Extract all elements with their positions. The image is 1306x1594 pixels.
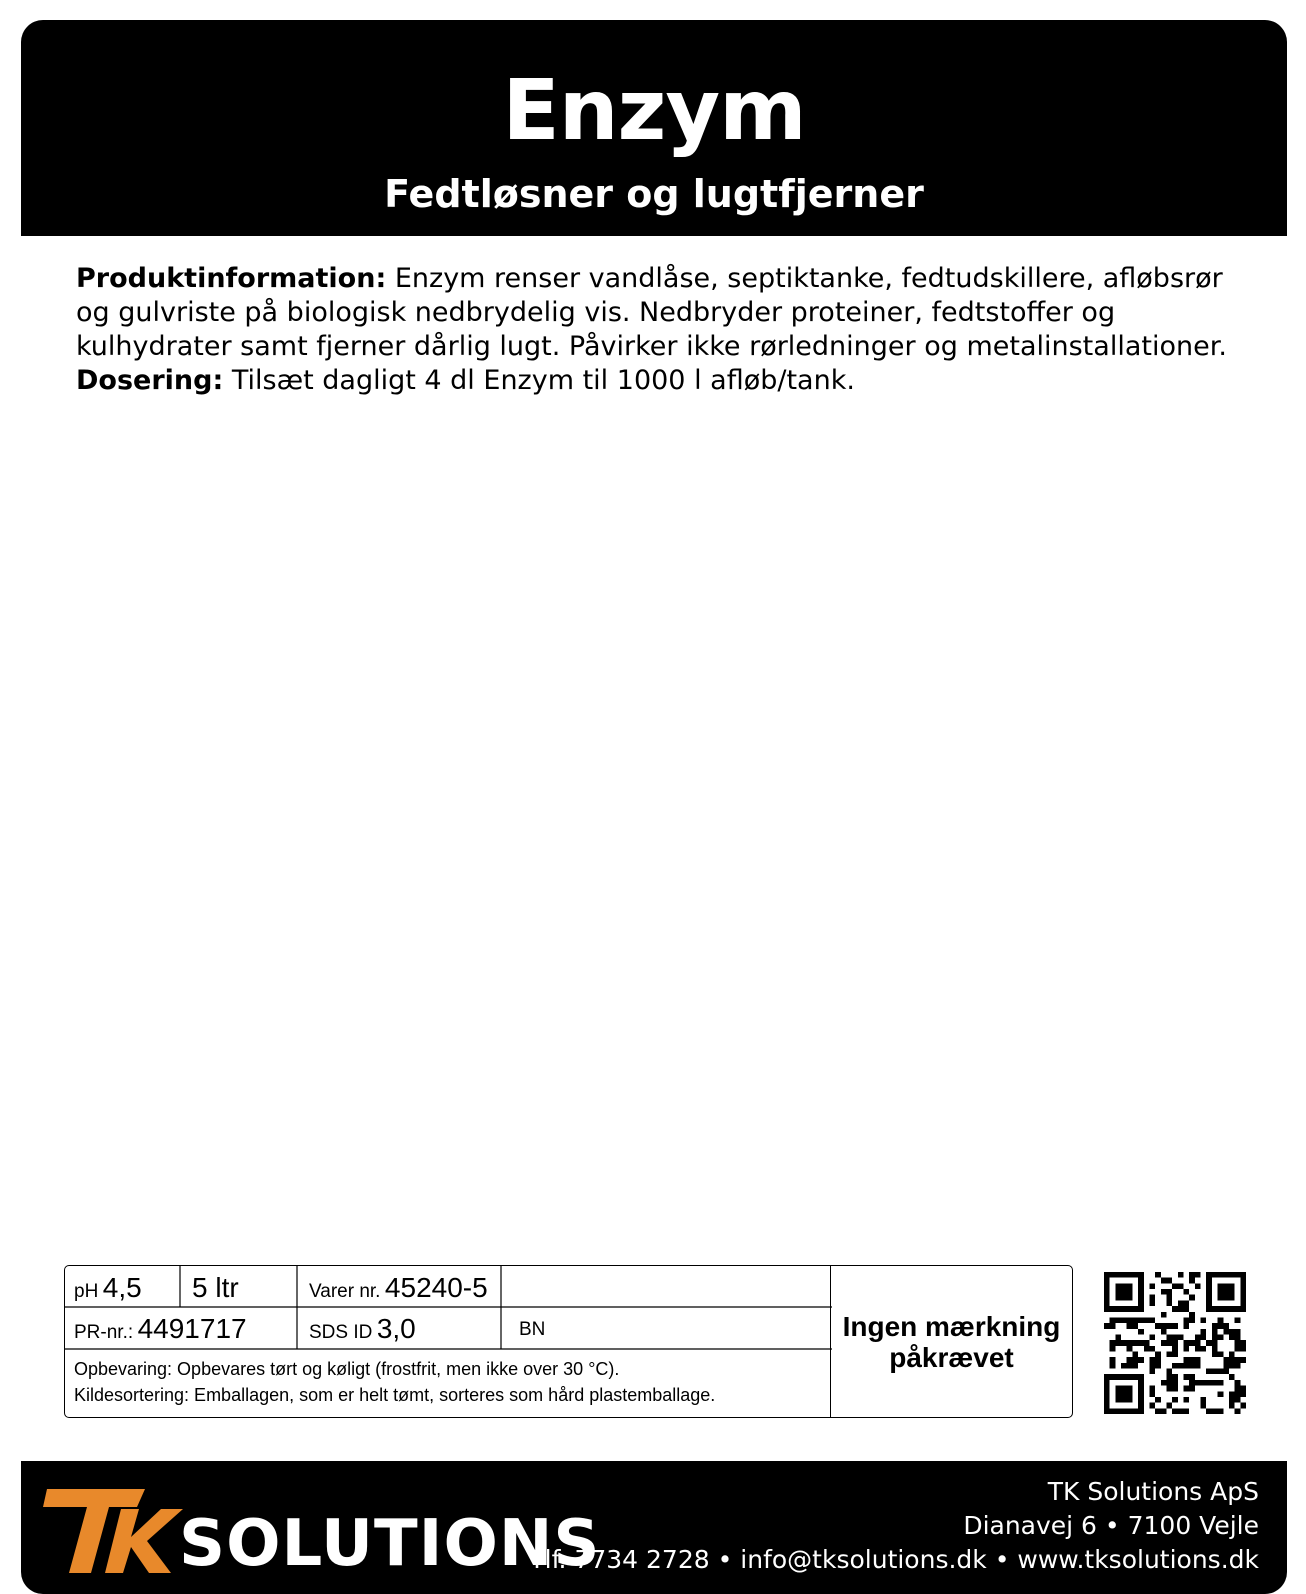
footer [21, 1461, 1287, 1594]
bn-label: BN [519, 1319, 546, 1340]
dosing-text: Tilsæt dagligt 4 dl Enzym til 1000 l afløb/tank. [231, 365, 855, 396]
ph-value: 4,5 [102, 1272, 142, 1303]
contact-info [529, 1475, 1259, 1577]
qr-code-icon [1104, 1272, 1246, 1414]
marking-line1: Ingen mærkning [842, 1310, 1061, 1342]
dosing [76, 364, 1256, 398]
storage-cell [74, 1356, 715, 1408]
volume-cell [192, 1272, 239, 1304]
marking-box [830, 1266, 1072, 1417]
sds-label: SDS ID [309, 1322, 373, 1343]
product-title: Enzym [502, 61, 806, 159]
company-contact: Tlf. 7734 2728 • info@tksolutions.dk • www.tksolutions.dk [529, 1545, 1259, 1574]
pr-number-cell [74, 1313, 247, 1345]
sds-value: 3,0 [376, 1313, 416, 1344]
bn-cell [519, 1319, 545, 1341]
tk-logo-icon [43, 1489, 183, 1575]
marking-line2: påkrævet [889, 1341, 1014, 1373]
product-info-text: Enzym renser vandlåse, septiktanke, fedtudskillere, afløbsrør og gulvriste på biologisk nedbrydelig vis. Nedbryder proteiner, fedtstoffer og kulhydrater samt fjerner dårlig lugt. Påvirker ikke rørledninger og metalinstallationer. [76, 263, 1227, 362]
pr-number-value: 4491717 [137, 1313, 247, 1344]
tk-solutions-logo [43, 1489, 601, 1581]
sds-cell [309, 1313, 416, 1345]
logo-wordmark: SOLUTIONS [179, 1507, 601, 1581]
product-info-label: Produktinformation: [76, 263, 387, 294]
spec-table [64, 1265, 1073, 1418]
ph-cell [74, 1272, 142, 1304]
label-header [21, 20, 1287, 236]
ph-label: pH [74, 1281, 99, 1302]
company-address: Dianavej 6 • 7100 Vejle [963, 1511, 1259, 1540]
sorting-text: Kildesortering: Emballagen, som er helt tømt, sorteres som hård plastemballage. [74, 1385, 716, 1405]
product-info [76, 262, 1256, 364]
product-subtitle: Fedtløsner og lugtfjerner [384, 172, 924, 216]
item-number-cell [309, 1272, 488, 1304]
dosing-label: Dosering: [76, 365, 224, 396]
item-number-value: 45240-5 [384, 1272, 488, 1303]
storage-text: Opbevaring: Opbevares tørt og køligt (frostfrit, men ikke over 30 °C). [74, 1359, 620, 1379]
company-name: TK Solutions ApS [1047, 1477, 1259, 1506]
volume-value: 5 ltr [192, 1272, 239, 1303]
pr-number-label: PR-nr.: [74, 1322, 134, 1343]
product-description [76, 262, 1256, 398]
item-number-label: Varer nr. [309, 1281, 381, 1302]
